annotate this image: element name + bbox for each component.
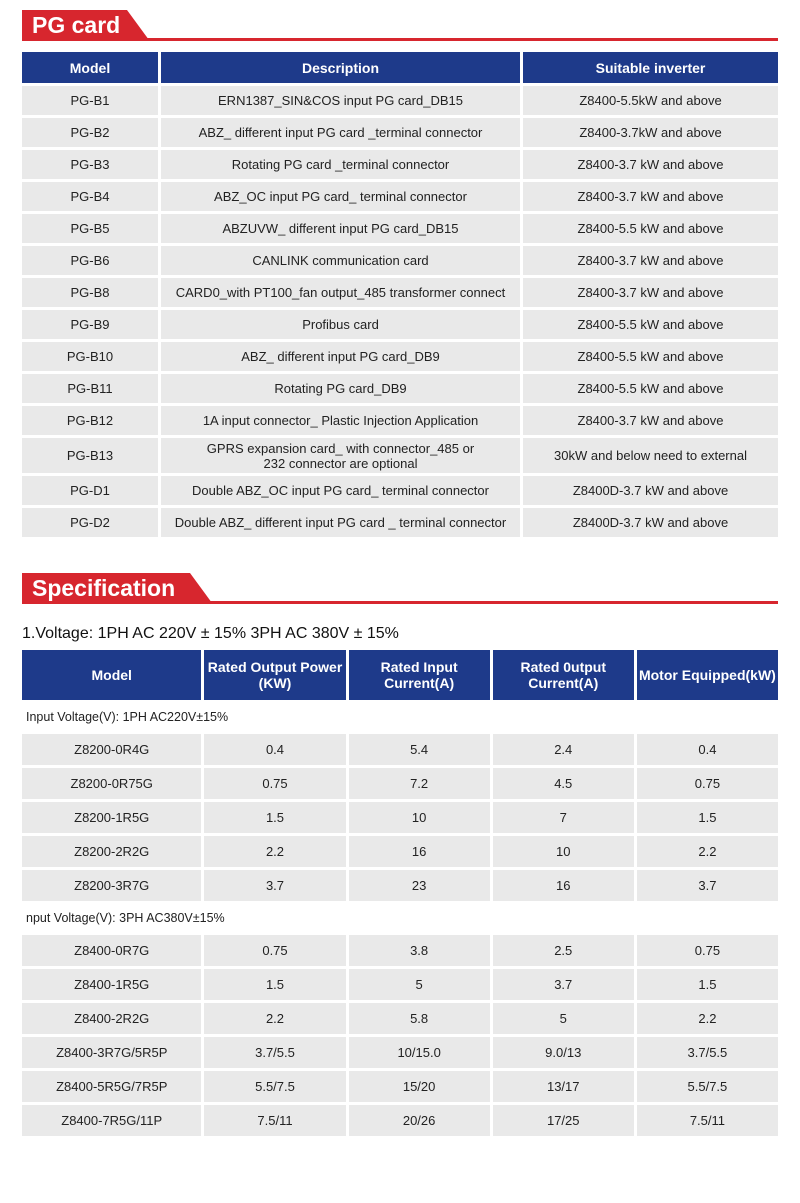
- spec-cell-motor-equipped: 3.7: [637, 870, 778, 901]
- spec-cell-input-current: 10: [349, 802, 490, 833]
- spec-cell-motor-equipped: 3.7/5.5: [637, 1037, 778, 1068]
- specification-section-header: [22, 573, 778, 605]
- pg-header-model: Model: [22, 52, 158, 83]
- pg-table-row: [22, 374, 778, 403]
- pg-cell-inverter: Z8400D-3.7 kW and above: [523, 508, 778, 537]
- spec-group-row: [22, 703, 778, 731]
- pg-cell-description: CANLINK communication card: [161, 246, 520, 275]
- spec-cell-output-current: 3.7: [493, 969, 634, 1000]
- pg-cell-model: PG-B4: [22, 182, 158, 211]
- pg-cell-inverter: Z8400-3.7 kW and above: [523, 246, 778, 275]
- spec-cell-input-current: 5.4: [349, 734, 490, 765]
- pg-cell-model: PG-D2: [22, 508, 158, 537]
- pg-cell-inverter: Z8400-3.7 kW and above: [523, 182, 778, 211]
- pg-cell-description: CARD0_with PT100_fan output_485 transformer connect: [161, 278, 520, 307]
- pg-table-row: [22, 278, 778, 307]
- pg-cell-description: Double ABZ_ different input PG card _ terminal connector: [161, 508, 520, 537]
- pg-cell-description: GPRS expansion card_ with connector_485 or 232 connector are optional: [161, 438, 520, 473]
- pg-cell-description: ABZ_ different input PG card _terminal connector: [161, 118, 520, 147]
- pg-cell-inverter: Z8400-3.7kW and above: [523, 118, 778, 147]
- pg-table-row: [22, 406, 778, 435]
- pg-cell-model: PG-B2: [22, 118, 158, 147]
- spec-cell-output-power: 5.5/7.5: [204, 1071, 345, 1102]
- spec-cell-input-current: 10/15.0: [349, 1037, 490, 1068]
- pg-card-table: [19, 49, 781, 540]
- pg-table-row: [22, 476, 778, 505]
- spec-cell-output-power: 1.5: [204, 969, 345, 1000]
- pg-cell-description: Double ABZ_OC input PG card_ terminal connector: [161, 476, 520, 505]
- spec-cell-input-current: 20/26: [349, 1105, 490, 1136]
- spec-cell-input-current: 16: [349, 836, 490, 867]
- pg-header-description: Description: [161, 52, 520, 83]
- pg-cell-inverter: Z8400-5.5 kW and above: [523, 374, 778, 403]
- pg-card-section-header: [22, 10, 778, 42]
- pg-card-title: PG card: [22, 10, 127, 40]
- pg-table-row: [22, 342, 778, 371]
- spec-cell-motor-equipped: 1.5: [637, 969, 778, 1000]
- pg-header-inverter: Suitable inverter: [523, 52, 778, 83]
- spec-cell-motor-equipped: 7.5/11: [637, 1105, 778, 1136]
- pg-cell-inverter: Z8400-5.5 kW and above: [523, 310, 778, 339]
- spec-cell-output-current: 2.5: [493, 935, 634, 966]
- pg-cell-model: PG-B13: [22, 438, 158, 473]
- spec-cell-model: Z8200-3R7G: [22, 870, 201, 901]
- spec-cell-output-power: 1.5: [204, 802, 345, 833]
- spec-cell-output-current: 4.5: [493, 768, 634, 799]
- spec-header-input-current: Rated Input Current(A): [349, 650, 490, 700]
- pg-cell-model: PG-B5: [22, 214, 158, 243]
- pg-cell-inverter: Z8400-5.5 kW and above: [523, 214, 778, 243]
- spec-cell-output-current: 17/25: [493, 1105, 634, 1136]
- spec-cell-model: Z8400-5R5G/7R5P: [22, 1071, 201, 1102]
- spec-cell-input-current: 5.8: [349, 1003, 490, 1034]
- spec-group-row: [22, 904, 778, 932]
- spec-cell-output-current: 13/17: [493, 1071, 634, 1102]
- pg-table-row: [22, 214, 778, 243]
- spec-cell-output-power: 2.2: [204, 836, 345, 867]
- pg-table-header-row: [22, 52, 778, 83]
- spec-table-row: [22, 836, 778, 867]
- spec-table-row: [22, 1105, 778, 1136]
- spec-table-header-row: [22, 650, 778, 700]
- pg-cell-inverter: Z8400-3.7 kW and above: [523, 406, 778, 435]
- spec-group-label: Input Voltage(V): 1PH AC220V±15%: [22, 703, 778, 731]
- pg-cell-inverter: Z8400-5.5kW and above: [523, 86, 778, 115]
- spec-cell-motor-equipped: 0.4: [637, 734, 778, 765]
- pg-cell-model: PG-B9: [22, 310, 158, 339]
- spec-cell-model: Z8400-2R2G: [22, 1003, 201, 1034]
- voltage-line: 1.Voltage: 1PH AC 220V ± 15% 3PH AC 380V ± 15%: [22, 625, 399, 642]
- pg-cell-model: PG-B12: [22, 406, 158, 435]
- spec-cell-model: Z8200-0R75G: [22, 768, 201, 799]
- spec-cell-output-current: 9.0/13: [493, 1037, 634, 1068]
- spec-cell-output-current: 2.4: [493, 734, 634, 765]
- spec-cell-input-current: 15/20: [349, 1071, 490, 1102]
- specification-title: Specification: [22, 573, 190, 603]
- spec-table-row: [22, 870, 778, 901]
- spec-cell-model: Z8200-1R5G: [22, 802, 201, 833]
- spec-cell-motor-equipped: 2.2: [637, 836, 778, 867]
- spec-header-model: Model: [22, 650, 201, 700]
- spec-cell-output-power: 3.7: [204, 870, 345, 901]
- pg-cell-description: Profibus card: [161, 310, 520, 339]
- spec-cell-output-power: 2.2: [204, 1003, 345, 1034]
- pg-cell-model: PG-B11: [22, 374, 158, 403]
- pg-table-row: [22, 438, 778, 473]
- spec-cell-model: Z8200-0R4G: [22, 734, 201, 765]
- pg-cell-description: ERN1387_SIN&COS input PG card_DB15: [161, 86, 520, 115]
- spec-cell-output-current: 7: [493, 802, 634, 833]
- pg-cell-description: Rotating PG card_DB9: [161, 374, 520, 403]
- pg-cell-model: PG-B1: [22, 86, 158, 115]
- spec-cell-input-current: 5: [349, 969, 490, 1000]
- pg-cell-inverter: Z8400-3.7 kW and above: [523, 278, 778, 307]
- pg-cell-model: PG-B3: [22, 150, 158, 179]
- spec-cell-output-power: 0.4: [204, 734, 345, 765]
- spec-group-label: nput Voltage(V): 3PH AC380V±15%: [22, 904, 778, 932]
- spec-cell-output-power: 3.7/5.5: [204, 1037, 345, 1068]
- spec-header-output-power: Rated Output Power (KW): [204, 650, 345, 700]
- spec-cell-input-current: 23: [349, 870, 490, 901]
- pg-cell-inverter: 30kW and below need to external: [523, 438, 778, 473]
- pg-cell-inverter: Z8400D-3.7 kW and above: [523, 476, 778, 505]
- pg-cell-model: PG-B10: [22, 342, 158, 371]
- pg-table-row: [22, 118, 778, 147]
- spec-cell-motor-equipped: 0.75: [637, 768, 778, 799]
- spec-table-row: [22, 1071, 778, 1102]
- specification-table: [19, 647, 781, 1139]
- pg-cell-description: ABZUVW_ different input PG card_DB15: [161, 214, 520, 243]
- spec-table-row: [22, 802, 778, 833]
- pg-cell-inverter: Z8400-3.7 kW and above: [523, 150, 778, 179]
- pg-cell-model: PG-B6: [22, 246, 158, 275]
- spec-cell-model: Z8400-3R7G/5R5P: [22, 1037, 201, 1068]
- spec-table-row: [22, 1003, 778, 1034]
- pg-cell-inverter: Z8400-5.5 kW and above: [523, 342, 778, 371]
- spec-table-row: [22, 969, 778, 1000]
- specification-divider: [22, 601, 778, 604]
- spec-cell-input-current: 3.8: [349, 935, 490, 966]
- spec-table-row: [22, 1037, 778, 1068]
- spec-cell-output-current: 16: [493, 870, 634, 901]
- spec-table-row: [22, 935, 778, 966]
- spec-table-row: [22, 768, 778, 799]
- spec-cell-output-current: 5: [493, 1003, 634, 1034]
- spec-cell-motor-equipped: 0.75: [637, 935, 778, 966]
- spec-cell-output-power: 0.75: [204, 935, 345, 966]
- pg-card-divider: [22, 38, 778, 41]
- spec-cell-model: Z8400-7R5G/11P: [22, 1105, 201, 1136]
- spec-cell-output-power: 7.5/11: [204, 1105, 345, 1136]
- pg-table-row: [22, 86, 778, 115]
- pg-table-row: [22, 246, 778, 275]
- spec-cell-model: Z8400-0R7G: [22, 935, 201, 966]
- spec-cell-model: Z8400-1R5G: [22, 969, 201, 1000]
- spec-header-output-current: Rated 0utput Current(A): [493, 650, 634, 700]
- pg-table-row: [22, 310, 778, 339]
- pg-cell-description: 1A input connector_ Plastic Injection Application: [161, 406, 520, 435]
- pg-table-row: [22, 182, 778, 211]
- pg-cell-description: Rotating PG card _terminal connector: [161, 150, 520, 179]
- pg-cell-model: PG-D1: [22, 476, 158, 505]
- spec-cell-input-current: 7.2: [349, 768, 490, 799]
- pg-cell-model: PG-B8: [22, 278, 158, 307]
- spec-cell-output-current: 10: [493, 836, 634, 867]
- pg-table-row: [22, 508, 778, 537]
- pg-table-row: [22, 150, 778, 179]
- spec-cell-output-power: 0.75: [204, 768, 345, 799]
- spec-cell-motor-equipped: 5.5/7.5: [637, 1071, 778, 1102]
- spec-cell-model: Z8200-2R2G: [22, 836, 201, 867]
- spec-cell-motor-equipped: 2.2: [637, 1003, 778, 1034]
- pg-cell-description: ABZ_ different input PG card_DB9: [161, 342, 520, 371]
- spec-header-motor-equipped: Motor Equipped(kW): [637, 650, 778, 700]
- pg-cell-description: ABZ_OC input PG card_ terminal connector: [161, 182, 520, 211]
- spec-table-row: [22, 734, 778, 765]
- spec-cell-motor-equipped: 1.5: [637, 802, 778, 833]
